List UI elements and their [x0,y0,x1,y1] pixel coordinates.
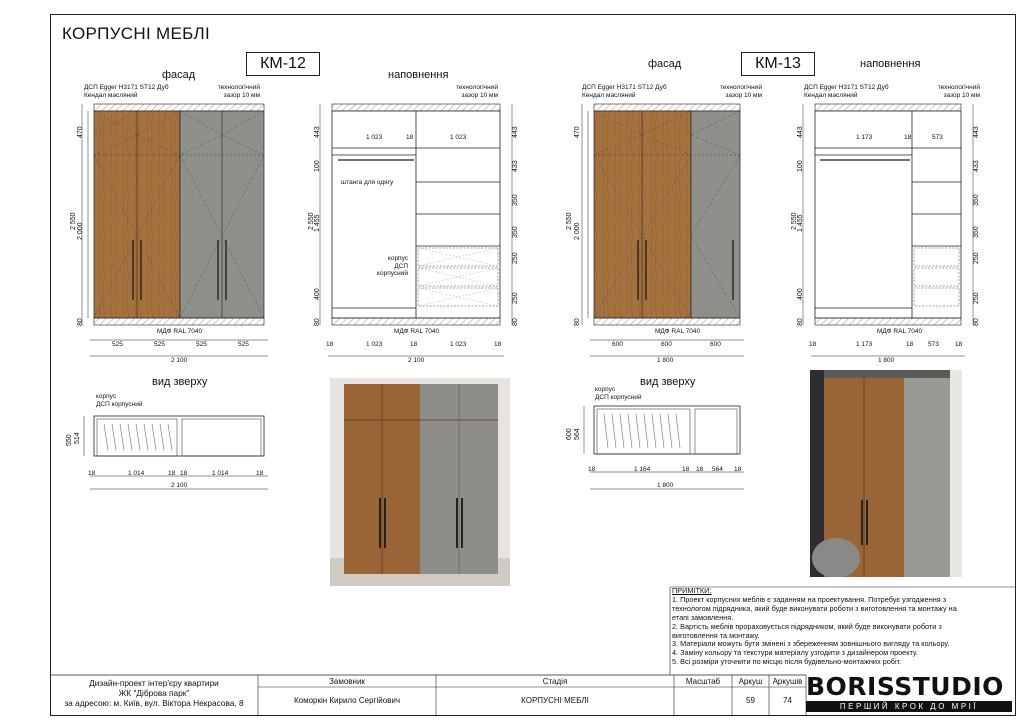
km13-gap-line1: технологічний [719,84,762,91]
sheet-header: Аркуш [738,677,763,686]
note-2: 2. Вартість меблів прораховується підрядником, який буде виконувати роботи з виготовлення та монтажу. [672,621,942,640]
km12-top-dim-5: 1 014 [212,470,229,477]
km12-top-dim-3: 18 [168,470,176,477]
km13-filling-material-line2: Кендал масляний [804,91,858,99]
km12-fill-right-1: 443 [512,126,519,138]
km12-fill-dim-1: 18 [326,341,334,348]
km12-fill-left-9: 80 [314,318,321,326]
km12-fill-height-total: 2 550 [308,212,315,230]
km12-filling-ceiling [332,104,500,111]
km12-fill-left-5: 1 455 [314,214,321,232]
km13-top-dim-2: 1 164 [634,466,651,473]
km13-inner-top-1: 1 173 [856,134,873,141]
km13-fill-left-5: 1 455 [797,214,804,232]
km12-total-width: 2 100 [171,357,188,364]
km13-top-dim-6: 18 [734,466,742,473]
km12-top-dim-4: 18 [180,470,188,477]
km13-material-line1: ДСП Egger H3171 ST12 Дуб [582,84,667,91]
km13-height-door: 2 000 [574,222,581,240]
km13-fill-left-1: 443 [797,126,804,138]
km12-fill-right-3: 433 [512,160,519,172]
stage-header: Стадія [542,677,568,686]
km13-height-top: 470 [574,126,581,138]
km12-top-dim-1: 18 [88,470,96,477]
km12-fill-right-17: 80 [512,318,519,326]
km13-inner-top-3: 573 [932,134,943,141]
km12-gap-line1: технологічний [217,84,260,91]
km13-inner-top-2: 18 [904,134,912,141]
km13-mdf-label: МДФ RAL 7040 [655,328,701,335]
km12-top-body-line2: ДСП корпусний [96,400,143,408]
km13-filling-ceiling [815,104,961,111]
km12-fill-dim-2: 1 023 [366,341,383,348]
km12-depth-inner: 514 [74,432,81,444]
km12-depth-outer: 550 [66,434,73,446]
km12-fill-dim-5: 18 [494,341,502,348]
km12-facade-label: фасад [162,69,196,81]
km13-dim-facade-2: 600 [661,341,672,348]
km12-dim-facade-1: 525 [112,341,123,348]
km13-facade-ceiling [594,104,740,111]
km13-top-body-line1: корпус [595,386,616,393]
notes-title: ПРИМІТКИ: [672,586,712,595]
km12-material-line1: ДСП Egger H3171 ST12 Дуб [84,84,169,91]
km13-facade-label: фасад [648,58,682,70]
note-5: 5. Всі розміри уточнити по місцю після будівельно-монтажних робіт. [672,657,902,667]
km13-fill-dim-2: 1 173 [856,341,873,348]
notes-block [672,587,972,667]
km13-fill-left-7: 400 [797,288,804,300]
km13-fill-dim-4: 573 [928,341,939,348]
km13-fill-right-3: 433 [973,160,980,172]
km13-code: КМ-13 [741,52,815,76]
km13-gap-line2: зазор 10 мм [725,91,762,99]
km13-top-view-label: вид зверху [640,376,696,388]
logo-name: BORISSTUDIO [806,672,1004,701]
km12-filling-total: 2 100 [408,357,425,364]
km13-filling-material-line1: ДСП Egger H3171 ST12 Дуб [804,84,889,91]
note-3: 3. Матеріали можуть бути змінені з збереженням зовнішнього вигляду та кольору. [672,639,950,649]
km12-dim-facade-4: 525 [238,341,249,348]
km13-filling-total: 1 800 [878,357,895,364]
km12-filling [320,104,512,356]
km12-height-total: 2 550 [70,212,77,230]
km13-top-dim-1: 18 [588,466,596,473]
km12-top-body-label [96,393,143,408]
km12-top-dim-6: 18 [256,470,264,477]
km12-facade-plinth [94,318,264,325]
km13-top-dim-4: 18 [696,466,704,473]
km12-fill-left-3: 100 [314,160,321,172]
km12-top-view-label: вид зверху [152,376,208,388]
km13-fill-dim-1: 18 [809,341,817,348]
km13-fill-right-13: 250 [973,292,980,304]
km12-filling-gap-line2: зазор 10 мм [461,91,498,99]
km13-filling-gap-line2: зазор 10 мм [943,91,980,99]
km12-inner-top-3: 1 023 [450,134,467,141]
km13-material-line2: Кендал масляний [582,91,636,99]
km12-fill-dim-4: 1 023 [450,341,467,348]
km12-top-body [94,416,264,456]
km12-filling-label: наповнення [388,69,449,81]
project-line-2: ЖК "Діброва парк" [118,688,190,698]
km12-fill-right-7: 350 [512,226,519,238]
km12-dim-facade-3: 525 [196,341,207,348]
logo-tagline: ПЕРШИЙ КРОК ДО МРІЇ [806,701,1012,712]
km12-code: КМ-12 [246,52,320,76]
km12-fill-left-7: 400 [314,288,321,300]
km13-fill-left-3: 100 [797,160,804,172]
note-1: 1. Проект корпусних меблів є заданням на проектування. Потребує узгодження з технологом підрядника, який буде виконувати роботи з виготовлення та монтажу на етапі замовлення. [672,594,957,622]
km12-top-view [84,416,268,489]
km12-fill-right-13: 250 [512,292,519,304]
km12-inner-top-1: 1 023 [366,134,383,141]
sheets-value: 74 [783,696,792,705]
km13-total-width: 1 800 [657,357,674,364]
km13-filling-mdf-label: МДФ RAL 7040 [877,328,923,335]
km12-height-base: 80 [77,318,84,326]
km13-fill-dim-5: 18 [955,341,963,348]
km13-filling-body [815,111,961,318]
km13-fill-height-total: 2 550 [791,212,798,230]
km12-fill-right-5: 350 [512,194,519,206]
km13-fill-left-9: 80 [797,318,804,326]
km12-dim-facade-2: 525 [154,341,165,348]
km12-top-body-line1: корпус [96,393,117,400]
km13-filling [803,104,973,356]
km12-filling-plinth [332,318,500,325]
note-4: 4. Заміну кольору та текстури матеріалу узгодити з дизайнером проекту. [672,648,918,658]
km13-facade-wood-doors [594,111,691,318]
km12-height-top: 470 [77,126,84,138]
km12-rod-label: штанга для одягу [341,179,394,186]
km12-body-line2: ДСП корпусний [377,262,408,277]
km13-facade [582,104,744,356]
km12-fill-right-9: 250 [512,252,519,264]
km12-inner-top-2: 18 [406,134,414,141]
km12-filling-gap-line1: технологічний [455,84,498,91]
page-title: КОРПУСНІ МЕБЛІ [62,24,211,43]
km13-height-total: 2 550 [566,212,573,230]
project-line-3: за адресою: м. Київ, вул. Віктора Некрасова, 8 [64,698,244,708]
km13-fill-right-7: 350 [973,226,980,238]
km13-top-view [584,406,744,489]
km12-fill-left-1: 443 [314,126,321,138]
km13-top-body-line2: ДСП корпусний [595,393,642,401]
km12-material-line2: Кендал масляний [84,91,138,99]
km13-filling-gap-line1: технологічний [937,84,980,91]
km12-filling-mdf-label: МДФ RAL 7040 [394,328,440,335]
km13-top-dim-3: 18 [682,466,690,473]
company-logo [806,674,1012,712]
client-header: Замовник [329,677,365,686]
km13-facade-plinth [594,318,740,325]
km12-gap-line2: зазор 10 мм [223,91,260,99]
km12-render-photo [330,378,510,586]
km13-top-dim-5: 564 [712,466,723,473]
scale-header: Масштаб [685,677,721,686]
stage-value: КОРПУСНІ МЕБЛІ [521,696,589,705]
km13-fill-right-1: 443 [973,126,980,138]
project-line-1: Дизайн-проект інтер'єру квартири [89,678,219,688]
km13-filling-plinth [815,318,961,325]
km12-top-total: 2 100 [171,482,188,489]
km13-depth-outer: 600 [566,428,573,440]
km12-mdf-label: МДФ RAL 7040 [157,328,203,335]
km13-fill-right-5: 350 [973,194,980,206]
client-value: Коморкін Кирило Сергійович [293,696,401,705]
km12-facade-ceiling-hatch [94,104,264,111]
km12-height-door: 2 000 [77,222,84,240]
km12-top-dim-2: 1 014 [128,470,145,477]
km13-height-base: 80 [574,318,581,326]
km13-filling-label: наповнення [860,58,921,70]
km13-fill-right-9: 250 [973,252,980,264]
km13-top-total: 1 800 [657,482,674,489]
km12-facade [82,104,268,356]
sheets-header: Аркушів [772,677,803,686]
km13-render-photo [810,370,962,577]
km13-fill-dim-3: 18 [906,341,914,348]
km13-dim-facade-3: 600 [710,341,721,348]
km13-depth-inner: 564 [574,428,581,440]
km12-body-label [372,255,408,278]
km12-body-line1: корпус [387,255,408,262]
km12-fill-dim-3: 18 [410,341,418,348]
km13-top-body-label [595,386,642,401]
project-description [54,678,254,708]
km13-fill-right-17: 80 [973,318,980,326]
km13-dim-facade-1: 600 [612,341,623,348]
sheet-value: 59 [746,696,755,705]
